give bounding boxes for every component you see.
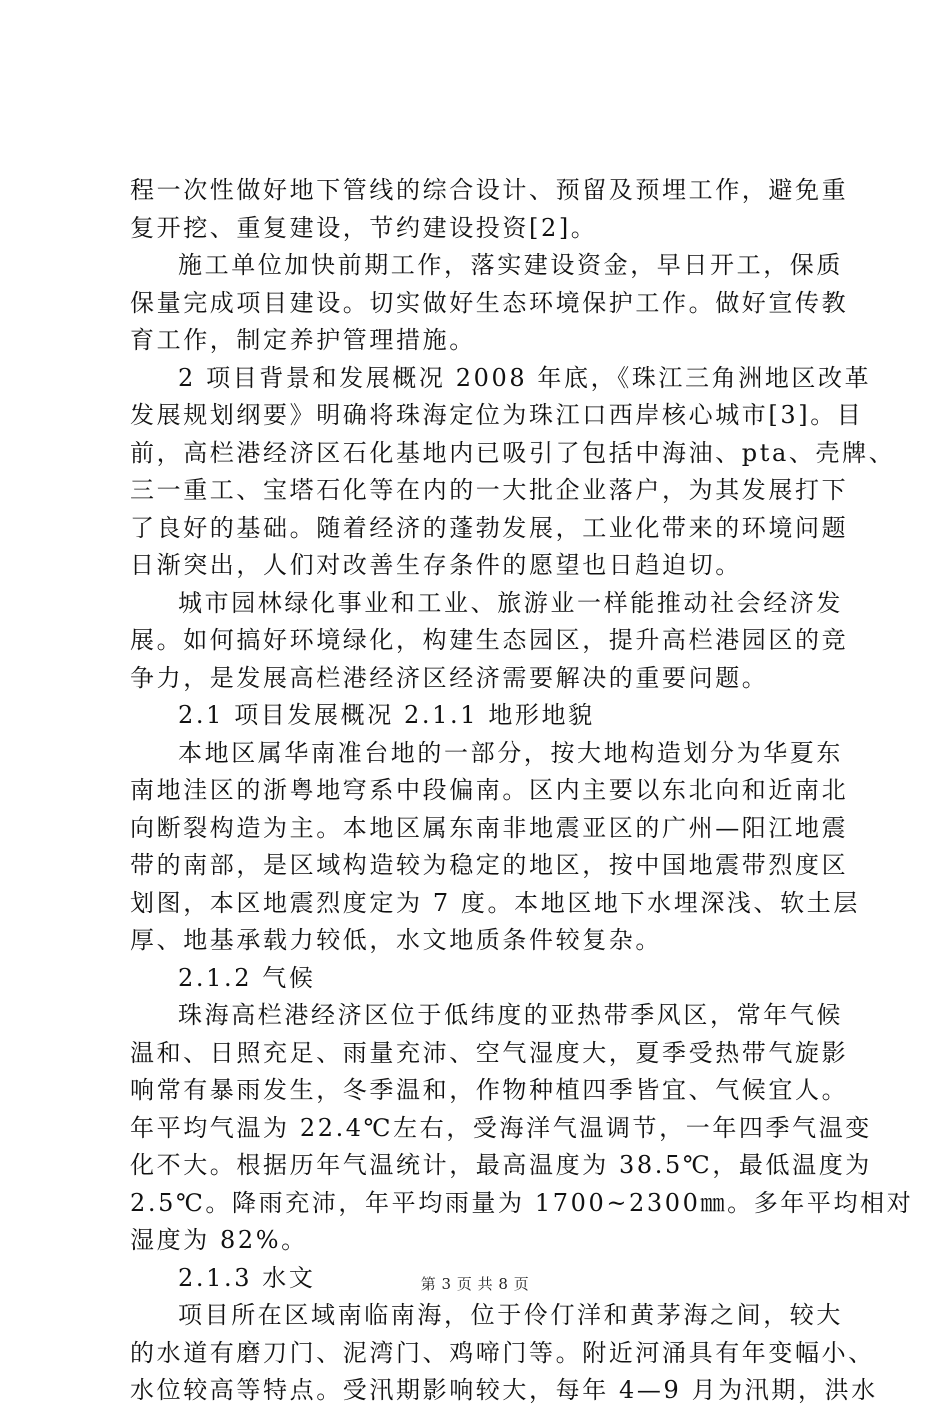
text-line: 水位较高等特点。受汛期影响较大，每年 4—9 月为汛期，洪水 — [130, 1376, 878, 1404]
text-line: 施工单位加快前期工作，落实建设资金，早日开工，保质 — [178, 251, 843, 279]
text-line: 城市园林绿化事业和工业、旅游业一样能推动社会经济发 — [178, 588, 843, 617]
text-line: 划图，本区地震烈度定为 7 度。本地区地下水埋深浅、软土层 — [130, 888, 860, 917]
text-line: 发展规划纲要》明确将珠海定位为珠江口西岸核心城市[3]。目 — [130, 401, 864, 429]
text-line: 日渐突出，人们对改善生存条件的愿望也日趋迫切。 — [130, 551, 742, 579]
text-line: 湿度为 82%。 — [130, 1226, 308, 1254]
text-line: 2.1 项目发展概况 2.1.1 地形地貌 — [178, 701, 595, 729]
text-line: 保量完成项目建设。切实做好生态环境保护工作。做好宣传教 — [130, 288, 849, 317]
text-line: 2.1.2 气候 — [178, 963, 316, 992]
text-line: 项目所在区域南临南海，位于伶仃洋和黄茅海之间，较大 — [178, 1301, 843, 1329]
page-footer: 第 3 页 共 8 页 — [420, 1275, 530, 1293]
text-line: 南地洼区的浙粤地穹系中段偏南。区内主要以东北向和近南北 — [130, 776, 849, 804]
text-line: 争力，是发展高栏港经济区经济需要解决的重要问题。 — [130, 663, 769, 692]
text-line: 2 项目背景和发展概况 2008 年底，《珠江三角洲地区改革 — [178, 363, 872, 392]
text-line: 的水道有磨刀门、泥湾门、鸡啼门等。附近河涌具有年变幅小、 — [130, 1338, 875, 1367]
text-line: 珠海高栏港经济区位于低纬度的亚热带季风区，常年气候 — [178, 1001, 843, 1029]
text-line: 响常有暴雨发生，冬季温和，作物种植四季皆宜、气候宜人。 — [130, 1076, 849, 1104]
text-line: 化不大。根据历年气温统计，最高温度为 38.5℃，最低温度为 — [130, 1151, 872, 1179]
document-body — [130, 172, 914, 1410]
text-line: 复开挖、重复建设，节约建设投资[2]。 — [130, 213, 598, 242]
text-line: 2.1.3 水文 — [178, 1263, 316, 1292]
text-line: 向断裂构造为主。本地区属东南非地震亚区的广州—阳江地震 — [130, 813, 849, 842]
text-line: 前，高栏港经济区石化基地内已吸引了包括中海油、pta、壳牌、 — [130, 438, 896, 467]
text-line: 育工作，制定养护管理措施。 — [130, 326, 476, 354]
text-line: 2.5℃。降雨充沛，年平均雨量为 1700~2300㎜。多年平均相对 — [130, 1188, 914, 1217]
text-line: 带的南部，是区域构造较为稳定的地区，按中国地震带烈度区 — [130, 851, 849, 879]
text-line: 温和、日照充足、雨量充沛、空气湿度大，夏季受热带气旋影 — [130, 1038, 849, 1067]
text-line: 三一重工、宝塔石化等在内的一大批企业落户，为其发展打下 — [130, 476, 849, 504]
text-line: 展。如何搞好环境绿化，构建生态园区，提升高栏港园区的竞 — [130, 626, 849, 654]
text-line: 程一次性做好地下管线的综合设计、预留及预埋工作，避免重 — [130, 176, 849, 204]
text-line: 厚、地基承载力较低，水文地质条件较复杂。 — [130, 926, 662, 954]
text-line: 本地区属华南准台地的一部分，按大地构造划分为华夏东 — [178, 738, 843, 767]
text-line: 了良好的基础。随着经济的蓬勃发展，工业化带来的环境问题 — [130, 513, 849, 542]
text-line: 年平均气温为 22.4℃左右，受海洋气温调节，一年四季气温变 — [130, 1113, 872, 1142]
